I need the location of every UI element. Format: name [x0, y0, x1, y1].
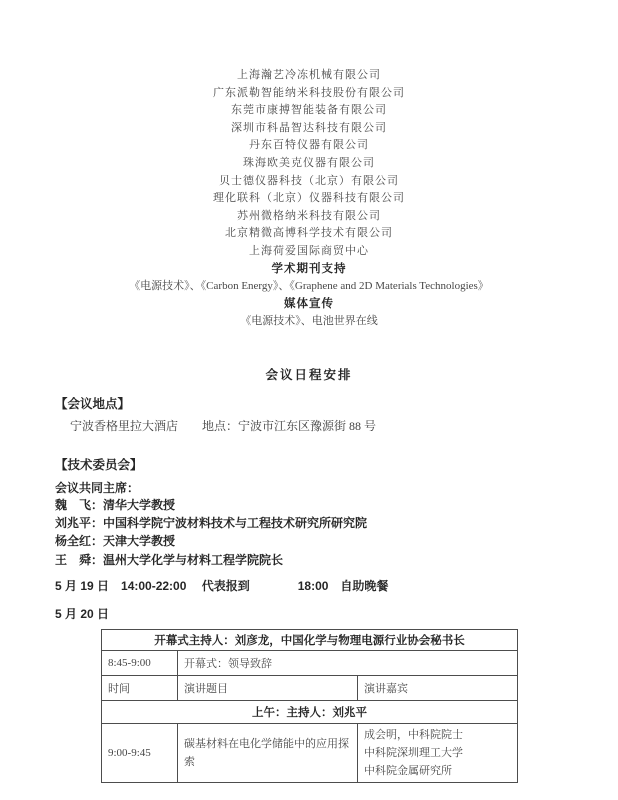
sponsor-company: 上海瀚艺冷冻机械有限公司: [237, 69, 381, 81]
opening-time-cell: 8:45-9:00: [102, 650, 178, 675]
sponsor-company: 贝士德仪器科技（北京）有限公司: [219, 174, 399, 187]
day1-schedule-line: 5 月 19 日 14:00-22:00 代表报到 18:00 自助晚餐: [55, 578, 389, 593]
table-row: [102, 629, 518, 650]
committee-section-label: 【技术委员会】: [55, 457, 143, 472]
guest-line: 中科院金属研究所: [364, 764, 452, 777]
guest-line: 中科院深圳理工大学: [364, 746, 463, 759]
col-header-time: 时间: [102, 675, 178, 700]
chair-line: 刘兆平：中国科学院宁波材料技术与工程技术研究所研究院: [55, 516, 368, 531]
schedule-table: [101, 629, 518, 783]
venue-address-line: 宁波香格里拉大酒店 地点：宁波市江东区豫源街 88 号: [70, 418, 377, 433]
talk-time-cell: 9:00-9:45: [102, 723, 178, 782]
col-header-topic: 演讲题目: [178, 675, 358, 700]
sponsor-company: 北京精微高博科学技术有限公司: [225, 227, 393, 240]
cochair-list: [0, 496, 618, 569]
opening-host-cell: 开幕式主持人：刘彦龙，中国化学与物理电源行业协会秘书长: [102, 629, 518, 650]
sponsor-company: 丹东百特仪器有限公司: [249, 139, 369, 152]
journal-support-heading: 学术期刊支持: [271, 262, 347, 275]
table-header-row: [102, 675, 518, 700]
chair-line: 王 舜：温州大学化学与材料工程学院院长: [55, 552, 284, 567]
journal-support-entries: 《电源技术》、《Carbon Energy》、《Graphene and 2D Materials Technologies》: [129, 280, 489, 293]
sponsor-company: 珠海欧美克仪器有限公司: [243, 156, 375, 169]
sponsor-company: 理化联科（北京）仪器科技有限公司: [213, 192, 405, 205]
sponsor-company: 东莞市康搏智能装备有限公司: [231, 104, 387, 117]
session-header-cell: 上午：主持人：刘兆平: [102, 700, 518, 723]
cochair-label: 会议共同主席：: [55, 480, 140, 495]
day2-label: 5 月 20 日: [55, 606, 110, 621]
media-entries: 《电源技术》、电池世界在线: [240, 315, 378, 328]
sponsor-company: 深圳市科晶智达科技有限公司: [231, 121, 387, 134]
table-row: [102, 650, 518, 675]
sponsor-company: 苏州微格纳米科技有限公司: [237, 209, 381, 222]
opening-item-cell: 开幕式：领导致辞: [178, 650, 518, 675]
guest-line: 成会明，中科院院士: [364, 728, 463, 741]
chair-line: 魏 飞：清华大学教授: [55, 497, 176, 512]
venue-section-label: 【会议地点】: [55, 396, 131, 411]
media-heading: 媒体宣传: [284, 297, 334, 310]
talk-guest-cell: [358, 723, 518, 782]
table-row: [102, 723, 518, 782]
sponsor-company-list: [0, 0, 618, 261]
col-header-guest: 演讲嘉宾: [358, 675, 518, 700]
talk-topic-cell: 碳基材料在电化学储能中的应用探索: [178, 723, 358, 782]
table-row: [102, 700, 518, 723]
sponsor-company: 上海荷爱国际商贸中心: [249, 244, 369, 257]
chair-line: 杨全红：天津大学教授: [55, 534, 176, 549]
sponsor-company: 广东派勒智能纳米科技股份有限公司: [213, 86, 405, 99]
agenda-title: 会议日程安排: [265, 367, 353, 382]
